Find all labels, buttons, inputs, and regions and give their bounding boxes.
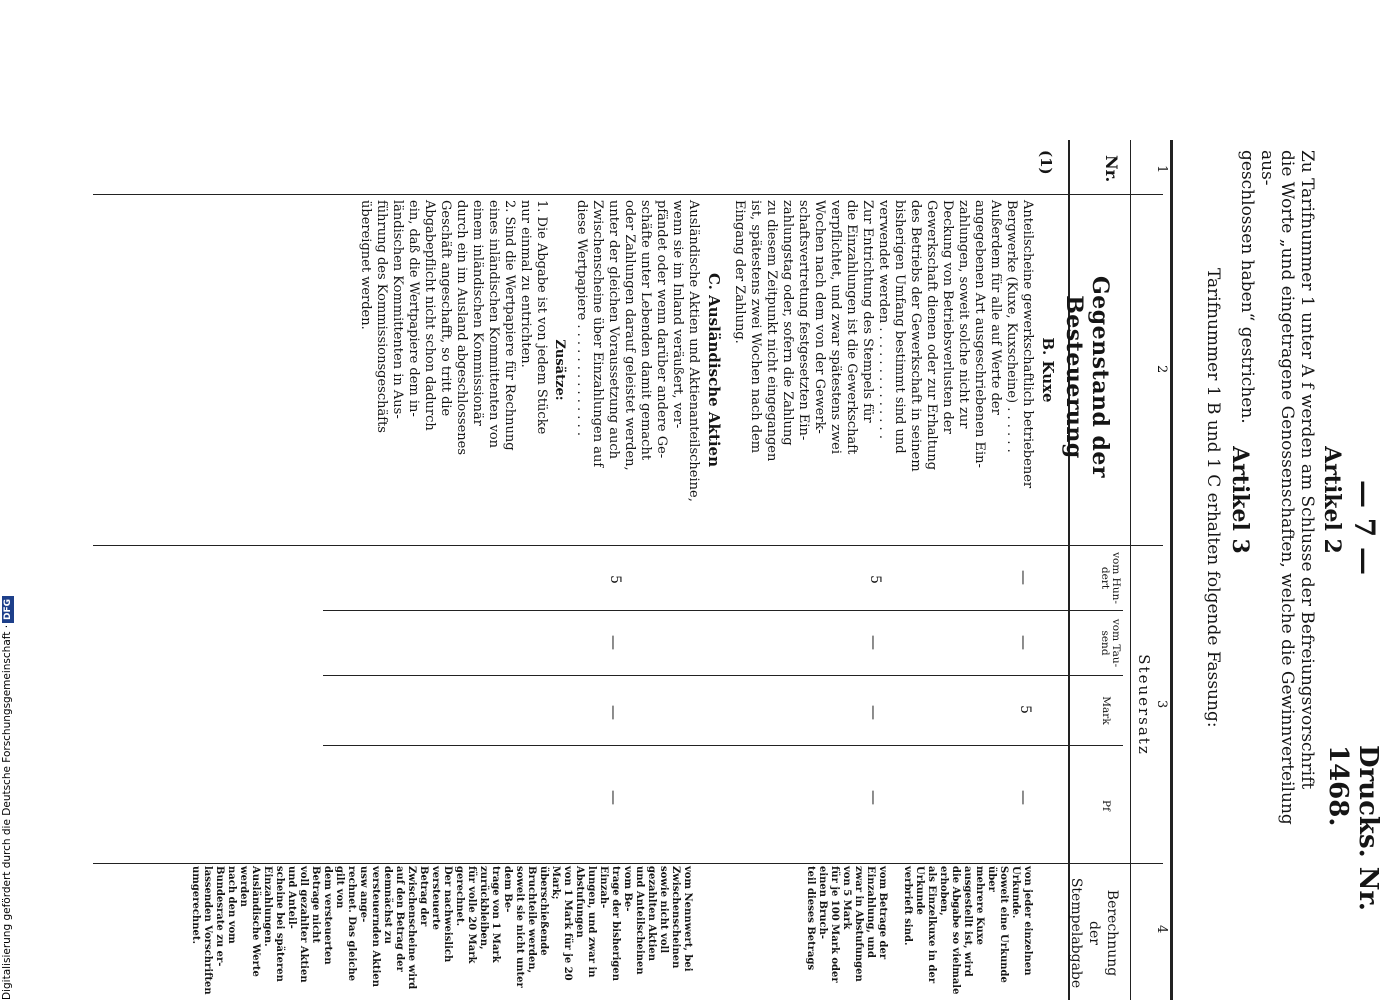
rate-kuxe-mark: 5 bbox=[1017, 705, 1033, 714]
rate-dash: — bbox=[605, 790, 623, 805]
col4-kuxe-line: die Abgabe so vielmale erhoben, bbox=[938, 866, 961, 995]
col3-sub-rule bbox=[1130, 545, 1131, 865]
section-b-line: zu diesem Zeitpunkt nicht eingegangen bbox=[764, 200, 779, 462]
section-b-line: Wochen nach dem von der Gewerk- bbox=[812, 200, 827, 434]
col4-aktien-line: dem versteuerten Betrage nicht bbox=[310, 866, 333, 965]
section-b-line: Eingang der Zahlung. bbox=[732, 200, 747, 344]
col4-header bbox=[1067, 866, 1121, 1000]
section-c-line: Zwischenscheine über Einzahlungen auf bbox=[590, 200, 605, 468]
col4-aktien-line: lungen, und zwar in Abstufungen bbox=[574, 866, 597, 978]
section-c-line: pfändet oder wenn darüber andere Ge- bbox=[654, 200, 669, 459]
section-b-title: B. Kuxe bbox=[1039, 337, 1057, 403]
section-b-text bbox=[731, 200, 1035, 540]
col3-sub-header: Mark bbox=[1100, 696, 1112, 725]
col4-aktien-line: voll gezahlter Aktien und Anteil- bbox=[286, 866, 309, 983]
zusatz-line: eines inländischen Kommittenten von bbox=[486, 200, 501, 449]
section-b-line: Bergwerke (Kuxe, Kuxscheine) . . . . . . bbox=[1004, 200, 1019, 453]
artikel-2-line: geschlossen haben“ gestrichen. bbox=[1237, 150, 1257, 424]
col4-aktien-line: Der nachweislich versteuerte bbox=[430, 866, 453, 963]
column-number: 4 bbox=[1154, 925, 1169, 934]
col4-einzahlung-line: vom Betrage der Einzahlung, und bbox=[865, 866, 888, 960]
col4-einzahlung-text bbox=[804, 866, 888, 1000]
col4-header-line: der Stempelabgabe bbox=[1068, 877, 1102, 989]
drucksache-number: Drucks. Nr. 1468. bbox=[1323, 745, 1383, 911]
col3-sub-header: Pf bbox=[1100, 800, 1112, 811]
col4-einzahlung-line: zwar in Abstufungen von 5 Mark bbox=[841, 866, 864, 982]
section-b-line: angegebenen Art ausgeschriebenen Ein- bbox=[972, 200, 987, 468]
rate-dash: — bbox=[865, 635, 883, 650]
col4-aktien-line: sowie nicht voll gezahlten Aktien bbox=[646, 866, 669, 962]
artikel-3-title: Artikel 3 bbox=[1227, 446, 1253, 554]
col4-aktien-line: überschießende Bruchteile werden, bbox=[526, 866, 549, 974]
zusatz-line: ein, daß die Wertpapiere dem in- bbox=[406, 200, 421, 417]
zusatz-line: 1. Die Abgabe ist von jedem Stücke bbox=[534, 200, 549, 435]
col3-sub-header: vom Tau- send bbox=[1099, 618, 1122, 668]
col4-aktien-line: Betrag der Zwischenscheine wird bbox=[406, 866, 429, 990]
section-b-line: verwendet werden . . . . . . . . . . . . . . bbox=[876, 200, 891, 439]
section-b-line: bisherigen Umfang bestimmt sind und bbox=[892, 200, 907, 454]
section-c-text bbox=[573, 200, 701, 540]
zusaetze-title: Zusätze: bbox=[552, 339, 567, 401]
section-b-line: Außerdem für alle auf Werte der bbox=[988, 200, 1003, 415]
col4-kuxe-line: als Einzelkuxe in der Urkunde bbox=[914, 866, 937, 984]
col-divider-2 bbox=[93, 545, 1163, 546]
rate-dash: — bbox=[1015, 790, 1033, 805]
col4-aktien-line: und Anteilscheinen vom Be- bbox=[622, 866, 645, 975]
section-b-line: Zur Entrichtung des Stempels für bbox=[860, 200, 875, 423]
artikel-2-line: die Worte „und eingetragene Genossenschaften, welche die Gewinnverteilung aus- bbox=[1257, 150, 1297, 825]
column-number: 1 bbox=[1154, 165, 1169, 174]
artikel-3-text: Tarifnummer 1 B und 1 C erhalten folgende Fassung: bbox=[1203, 268, 1223, 728]
col4-aktien-line: trage von 1 Mark zurückbleiben, bbox=[478, 866, 501, 963]
section-c-line: wenn sie im Inland veräußert, ver- bbox=[670, 200, 685, 429]
row-number: (1) bbox=[1037, 150, 1055, 175]
col4-aktien-line: rechnet. Das gleiche gilt von bbox=[334, 866, 357, 982]
col4-einzahlung-line: teil dieses Betrags bbox=[805, 866, 816, 971]
col4-kuxe-line: verbrieft sind. bbox=[902, 866, 913, 946]
col4-aktien-line: von 1 Mark für je 20 Mark; bbox=[550, 866, 573, 981]
section-b-line: verpflichtet, und zwar spätestens zwei bbox=[828, 200, 843, 454]
zusatz-line: durch ein im Ausland abgeschlossenes bbox=[454, 200, 469, 456]
col4-aktien-line: lassenden Vorschriften umgerechnet. bbox=[190, 866, 213, 995]
rate-dash: — bbox=[605, 705, 623, 720]
col4-aktien-line: Ausländische Werte werden bbox=[238, 866, 261, 977]
rate-dash: — bbox=[865, 705, 883, 720]
section-b-line: des Betriebs der Gewerkschaft in seinem bbox=[908, 200, 923, 472]
zusatz-line: einem inländischen Kommissionär bbox=[470, 200, 485, 426]
section-c-line: unter der gleichen Voraussetzung auch bbox=[606, 200, 621, 459]
zusatz-line: ländischen Kommittenten in Aus- bbox=[390, 200, 405, 419]
col4-aktien-line: nach den vom Bundesrate zu er- bbox=[214, 866, 237, 967]
rate-aktien-hundert: 5 bbox=[607, 575, 623, 584]
col4-header-line: Berechnung bbox=[1104, 889, 1120, 977]
col-divider-3b bbox=[323, 675, 1123, 676]
section-b-line: Deckung von Betriebsverlusten der bbox=[940, 200, 955, 434]
section-c-line: schäfte unter Lebenden damit gemacht bbox=[638, 200, 653, 461]
rate-dash: — bbox=[1015, 635, 1033, 650]
col4-aktien-line: vom Nennwert, bei Zwischenscheinen bbox=[670, 866, 693, 972]
section-c-title: C. Ausländische Aktien bbox=[705, 273, 723, 467]
col1-header: Nr. bbox=[1102, 155, 1121, 183]
col4-aktien-line: auf den Betrag der demnächst zu bbox=[382, 866, 405, 972]
section-b-line: ist, spätestens zwei Wochen nach dem bbox=[748, 200, 763, 454]
rate-einzahlung-hundert: 5 bbox=[867, 575, 883, 584]
zusatz-line: nur einmal zu entrichten. bbox=[518, 200, 533, 368]
table-top-rule bbox=[1170, 140, 1173, 1000]
col4-kuxe-text bbox=[901, 866, 1033, 1000]
page-number: — 7 — bbox=[1348, 480, 1381, 575]
zusaetze-text bbox=[357, 200, 549, 540]
col4-aktien-line: versteuernden Aktien usw ange- bbox=[358, 866, 381, 988]
section-b-line: zahlungstag oder, sofern die Zahlung bbox=[780, 200, 795, 446]
rate-dash: — bbox=[605, 635, 623, 650]
col4-kuxe-line: mehrere Kuxe ausgestellt ist, wird bbox=[962, 866, 985, 977]
rate-dash: — bbox=[1015, 570, 1033, 585]
section-c-line: oder Zahlungen darauf geleistet werden, bbox=[622, 200, 637, 471]
zusatz-line: 2. Sind die Wertpapiere für Rechnung bbox=[502, 200, 517, 451]
artikel-2-line: Zu Tarifnummer 1 unter A f werden am Schlusse der Befreiungsvorschrift bbox=[1297, 150, 1317, 790]
column-number: 2 bbox=[1154, 365, 1169, 374]
dfg-logo: DFG bbox=[2, 596, 14, 623]
section-c-line: Ausländische Aktien und Aktienanteilscheine, bbox=[686, 200, 701, 502]
col-divider-3a bbox=[323, 610, 1123, 611]
zusatz-line: Geschäft angeschafft, so tritt die bbox=[438, 200, 453, 417]
footer bbox=[0, 0, 14, 1000]
col4-kuxe-line: von jeder einzelnen Urkunde. bbox=[1010, 866, 1033, 976]
rate-dash: — bbox=[865, 790, 883, 805]
section-b-line: Gewerkschaft dienen oder zur Erhaltung bbox=[924, 200, 939, 471]
col-divider-4 bbox=[93, 863, 1163, 864]
section-b-line: die Einzahlungen ist die Gewerkschaft bbox=[844, 200, 859, 455]
col4-einzahlung-line: für je 100 Mark oder einen Bruch- bbox=[817, 866, 840, 983]
col-divider-1 bbox=[93, 194, 1163, 195]
zusatz-line: übereignet werden. bbox=[358, 200, 373, 330]
col4-kuxe-line: Soweit eine Urkunde über bbox=[986, 866, 1009, 983]
col4-aktien-line: trage der bisherigen Einzah- bbox=[598, 866, 621, 982]
footer-text: Digitalisierung gefördert durch die Deutsche Forschungsgemeinschaft · bbox=[1, 624, 13, 1000]
artikel-2-title: Artikel 2 bbox=[1319, 446, 1345, 554]
section-b-line: zahlungen, soweit solche nicht zur bbox=[956, 200, 971, 429]
col2-header: Gegenstand der Besteuerung bbox=[1061, 276, 1113, 478]
section-c-line: diese Wertpapiere . . . . . . . . . . . . . . bbox=[574, 200, 589, 436]
zusatz-line: Abgabepflicht nicht schon dadurch bbox=[422, 200, 437, 431]
column-number: 3 bbox=[1154, 700, 1169, 709]
col-divider-3c bbox=[323, 745, 1123, 746]
col4-aktien-line: soweit sie nicht unter dem Be- bbox=[502, 866, 525, 988]
section-b-line: schaftsvertretung festgesetzten Ein- bbox=[796, 200, 811, 441]
col4-aktien-line: scheine bei späteren Einzahlungen. bbox=[262, 866, 285, 982]
col3-sub-header: vom Hun- dert bbox=[1099, 552, 1122, 604]
col3-header: Steuersatz bbox=[1135, 654, 1153, 756]
zusatz-line: führung des Kommissionsgeschäfts bbox=[374, 200, 389, 433]
section-b-line: Anteilscheine gewerkschaftlich betriebener bbox=[1020, 200, 1035, 489]
col4-aktien-text bbox=[189, 866, 693, 1000]
col4-aktien-line: für volle 20 Mark gerechnet. bbox=[454, 866, 477, 964]
